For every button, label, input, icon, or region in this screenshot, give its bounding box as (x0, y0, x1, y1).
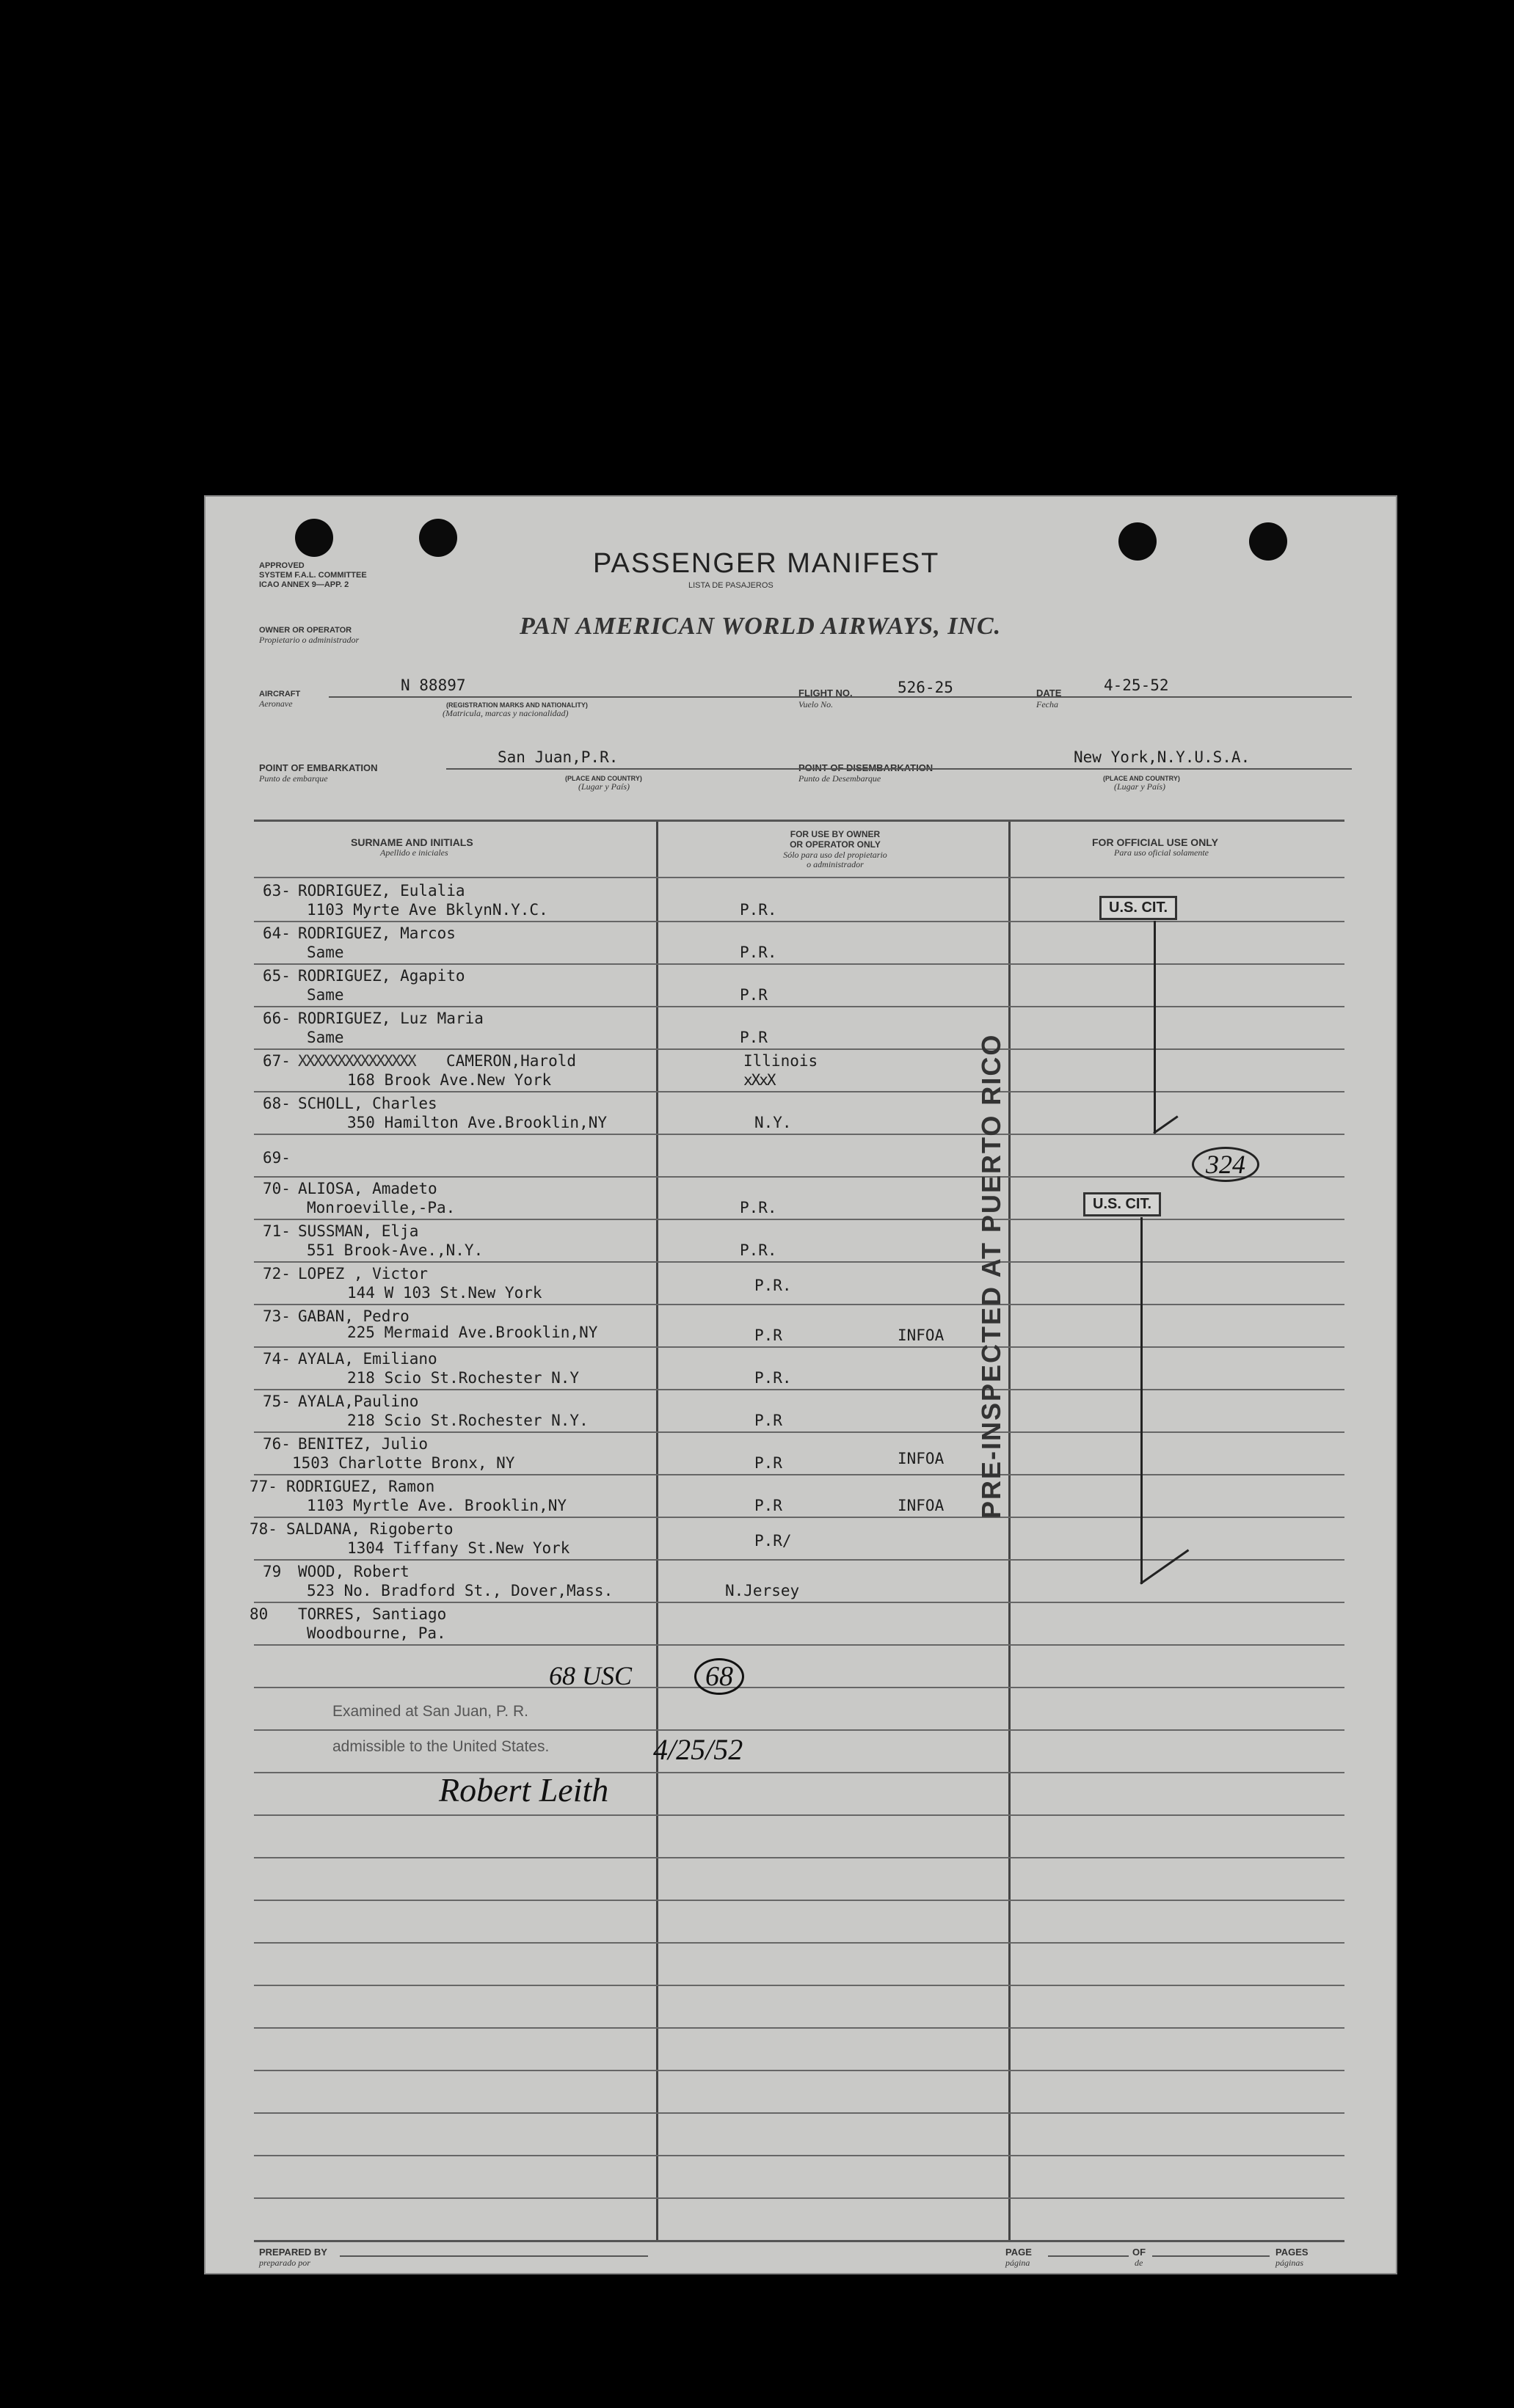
passenger-address: 225 Mermaid Ave.Brooklin,NY (347, 1324, 598, 1341)
row-number: 69- (263, 1149, 291, 1167)
col-official-header-es: Para uso oficial solamente (1114, 847, 1209, 858)
owner-use-value: P.R (754, 1412, 782, 1429)
row-number: 67- (263, 1052, 291, 1070)
circled-count: 324 (1192, 1147, 1259, 1182)
passenger-address: 350 Hamilton Ave.Brooklin,NY (347, 1114, 608, 1131)
owner-use-value: N.Jersey (725, 1582, 800, 1599)
disembark-label-es: Punto de Desembarque (798, 773, 881, 784)
page-title: PASSENGER MANIFEST (593, 548, 940, 579)
owner-label-es: Propietario o administrador (259, 635, 360, 645)
row-number: 75- (263, 1393, 291, 1410)
passenger-row (204, 1350, 1397, 1393)
of-label-es: de (1135, 2258, 1143, 2268)
registration-note: (REGISTRATION MARKS AND NATIONALITY) (446, 701, 588, 709)
rule-23 (254, 1857, 1344, 1858)
passenger-name: SUSSMAN, Elja (298, 1222, 419, 1240)
col-owner-header-line-1: FOR USE BY OWNER (790, 829, 881, 839)
rule-21 (254, 1772, 1344, 1773)
passenger-row (204, 1563, 1397, 1605)
owner-use-value: P.R (754, 1327, 782, 1344)
us-citizen-stamp-2: U.S. CIT. (1083, 1192, 1161, 1216)
passenger-row (204, 1010, 1397, 1052)
date-value: 4-25-52 (1104, 676, 1169, 694)
pages-label-es: páginas (1275, 2258, 1304, 2268)
row-number: 68- (263, 1095, 291, 1112)
rule-31 (254, 2197, 1344, 2199)
approved-block (259, 561, 367, 590)
owner-use-value: P.R. (754, 1277, 792, 1294)
rule-26 (254, 1985, 1344, 1986)
exam-stamp-line-2: admissible to the United States. (332, 1738, 550, 1755)
passenger-address: 1103 Myrte Ave BklynN.Y.C. (307, 901, 548, 919)
of-label: OF (1132, 2247, 1146, 2258)
row-number: 76- (263, 1435, 291, 1453)
col-owner-header (747, 829, 923, 850)
owner-use-value: P.R. (740, 944, 777, 961)
owner-use-value: Illinois (743, 1052, 818, 1070)
col-official-header: FOR OFFICIAL USE ONLY (1092, 836, 1218, 848)
row-number: 71- (263, 1222, 291, 1240)
passenger-row (204, 924, 1397, 967)
disembark-place-note-es: (Lugar y País) (1114, 781, 1165, 792)
owner-extra-value: INFOA (898, 1450, 945, 1467)
page-label-es: página (1005, 2258, 1030, 2268)
date-label: DATE (1036, 687, 1062, 698)
disembark-value: New York,N.Y.U.S.A. (1074, 748, 1251, 766)
passenger-name: AYALA, Emiliano (298, 1350, 437, 1368)
passenger-address: 218 Scio St.Rochester N.Y (347, 1369, 580, 1387)
prepared-label-es: preparado por (259, 2258, 310, 2268)
page-subtitle: LISTA DE PASAJEROS (688, 581, 774, 590)
passenger-row (204, 1393, 1397, 1435)
passenger-name: RODRIGUEZ, Eulalia (298, 882, 465, 900)
embark-place-note-es: (Lugar y País) (578, 781, 630, 792)
row-number: 65- (263, 967, 291, 985)
rule-28 (254, 2070, 1344, 2071)
passenger-row (204, 882, 1397, 924)
embark-place-note: (PLACE AND COUNTRY) (565, 775, 642, 782)
owner-use-value: P.R (754, 1497, 782, 1514)
passenger-name: SALDANA, Rigoberto (286, 1520, 454, 1538)
passenger-address: Woodbourne, Pa. (307, 1624, 446, 1642)
passenger-name: RODRIGUEZ, Agapito (298, 967, 465, 985)
table-top-rule (254, 820, 1344, 822)
owner-use-value: P.R. (754, 1369, 792, 1387)
embark-value: San Juan,P.R. (498, 748, 619, 766)
flight-label: FLIGHT NO. (798, 687, 853, 698)
row-number: 70- (263, 1180, 291, 1197)
rule-header (254, 877, 1344, 878)
row-number: 64- (263, 924, 291, 942)
passenger-address: 551 Brook-Ave.,N.Y. (307, 1241, 484, 1259)
passenger-row (204, 1095, 1397, 1137)
bracket-line-1 (1154, 921, 1156, 1134)
passenger-name: LOPEZ , Victor (298, 1265, 429, 1283)
passenger-row (204, 1222, 1397, 1265)
row-number: 78- (250, 1520, 277, 1538)
passenger-row (204, 1605, 1397, 1648)
exam-date: 4/25/52 (653, 1733, 743, 1766)
passenger-address: 523 No. Bradford St., Dover,Mass. (307, 1582, 614, 1599)
passenger-name: RODRIGUEZ, Luz Maria (298, 1010, 484, 1027)
carrier-name: PAN AMERICAN WORLD AIRWAYS, INC. (520, 613, 1002, 640)
passenger-name: WOOD, Robert (298, 1563, 410, 1580)
passenger-row (204, 1520, 1397, 1563)
passenger-address: 1304 Tiffany St.New York (347, 1539, 570, 1557)
passenger-row (204, 967, 1397, 1010)
row-number: 79 (263, 1563, 282, 1580)
passenger-address: 218 Scio St.Rochester N.Y. (347, 1412, 589, 1429)
inspector-signature: Robert Leith (439, 1771, 609, 1809)
rule-bottom (254, 2240, 1344, 2242)
passenger-name: CAMERON,Harold (446, 1052, 577, 1070)
col-owner-header-es-line-1: Sólo para uso del propietario (783, 850, 887, 860)
rule-25 (254, 1942, 1344, 1944)
punch-hole-4 (1249, 522, 1287, 561)
col-owner-header-es (747, 850, 923, 869)
passenger-name: RODRIGUEZ, Marcos (298, 924, 456, 942)
bracket-line-2 (1140, 1217, 1143, 1584)
approved-line-3: ICAO ANNEX 9—APP. 2 (259, 580, 349, 589)
rule-29 (254, 2112, 1344, 2114)
aircraft-label: AIRCRAFT (259, 690, 301, 698)
rule-22 (254, 1814, 1344, 1816)
of-underline (1152, 2255, 1270, 2257)
manifest-sheet (204, 495, 1397, 2274)
owner-use-value: P.R/ (754, 1532, 792, 1550)
prepared-label: PREPARED BY (259, 2247, 327, 2258)
punch-hole-3 (1118, 522, 1157, 561)
rule-30 (254, 2155, 1344, 2156)
page-label: PAGE (1005, 2247, 1032, 2258)
owner-use-value: P.R (754, 1454, 782, 1472)
flight-value: 526-25 (898, 679, 953, 696)
rule-19 (254, 1687, 1344, 1688)
rule-24 (254, 1900, 1344, 1901)
prepared-underline (340, 2255, 648, 2257)
flight-label-es: Vuelo No. (798, 699, 834, 709)
exam-stamp-line-1: Examined at San Juan, P. R. (332, 1703, 528, 1720)
aircraft-value: N 88897 (401, 676, 466, 694)
passenger-address: 144 W 103 St.New York (347, 1284, 542, 1302)
passenger-address: Same (307, 986, 344, 1004)
passenger-name: GABAN, Pedro (298, 1307, 410, 1325)
passenger-address: Same (307, 1029, 344, 1046)
registration-note-es: (Matricula, marcas y nacionalidad) (443, 708, 569, 718)
approved-line-1: APPROVED (259, 561, 305, 570)
row-number: 73- (263, 1307, 291, 1325)
circled-examined-count: 68 (694, 1658, 744, 1695)
rule-27 (254, 2027, 1344, 2029)
page-underline (1048, 2255, 1129, 2257)
passenger-name: ALIOSA, Amadeto (298, 1180, 437, 1197)
owner-use-value: N.Y. (754, 1114, 792, 1131)
date-label-es: Fecha (1036, 699, 1058, 709)
row-number: 77- (250, 1478, 277, 1495)
passenger-row (204, 1307, 1397, 1350)
pages-label: PAGES (1275, 2247, 1309, 2258)
row-number: 74- (263, 1350, 291, 1368)
row-number: 66- (263, 1010, 291, 1027)
embark-label-es: Punto de embarque (259, 773, 328, 784)
row-number: 80 (250, 1605, 269, 1623)
row-number: 72- (263, 1265, 291, 1283)
struck-out-text: XXXXXXXXXXXXXXX (298, 1052, 415, 1070)
passenger-name: BENITEZ, Julio (298, 1435, 429, 1453)
passenger-name: AYALA,Paulino (298, 1393, 419, 1410)
passenger-address: 1503 Charlotte Bronx, NY (292, 1454, 515, 1472)
punch-hole-1 (295, 519, 333, 557)
passenger-row (204, 1180, 1397, 1222)
rule-20 (254, 1729, 1344, 1731)
owner-extra-value: INFOA (898, 1497, 945, 1514)
embark-underline (446, 768, 1352, 770)
passenger-row (204, 1435, 1397, 1478)
passenger-name: RODRIGUEZ, Ramon (286, 1478, 435, 1495)
struck-out-owner: xXxX (743, 1071, 775, 1089)
pre-inspected-stamp: PRE-INSPECTED AT PUERTO RICO (976, 1033, 1006, 1519)
owner-use-value: P.R (740, 986, 768, 1004)
col-owner-header-line-2: OR OPERATOR ONLY (790, 839, 881, 850)
passenger-address: 168 Brook Ave.New York (347, 1071, 552, 1089)
passenger-row (204, 1478, 1397, 1520)
owner-extra-value: INFOA (898, 1327, 945, 1344)
approved-line-2: SYSTEM F.A.L. COMMITTEE (259, 571, 367, 580)
row-number: 63- (263, 882, 291, 900)
col-surname-header-es: Apellido e iniciales (380, 847, 448, 858)
punch-hole-2 (419, 519, 457, 557)
passenger-address: 1103 Myrtle Ave. Brooklin,NY (307, 1497, 567, 1514)
col-owner-header-es-line-2: o administrador (807, 859, 864, 869)
passenger-address: Same (307, 944, 344, 961)
owner-use-value: P.R (740, 1029, 768, 1046)
col-surname-header: SURNAME AND INITIALS (351, 836, 473, 848)
owner-use-value: P.R. (740, 901, 777, 919)
disembark-place-note: (PLACE AND COUNTRY) (1103, 775, 1180, 782)
owner-use-value: P.R. (740, 1241, 777, 1259)
passenger-address: Monroeville,-Pa. (307, 1199, 456, 1216)
owner-label: OWNER OR OPERATOR (259, 626, 352, 635)
passenger-row (204, 1052, 1397, 1095)
aircraft-label-es: Aeronave (259, 698, 293, 709)
owner-use-value: P.R. (740, 1199, 777, 1216)
us-citizen-stamp-1: U.S. CIT. (1099, 896, 1177, 920)
passenger-row (204, 1265, 1397, 1307)
embark-label: POINT OF EMBARKATION (259, 762, 378, 773)
passenger-name: TORRES, Santiago (298, 1605, 447, 1623)
passenger-name: SCHOLL, Charles (298, 1095, 437, 1112)
count-note: 68 USC (549, 1661, 633, 1690)
